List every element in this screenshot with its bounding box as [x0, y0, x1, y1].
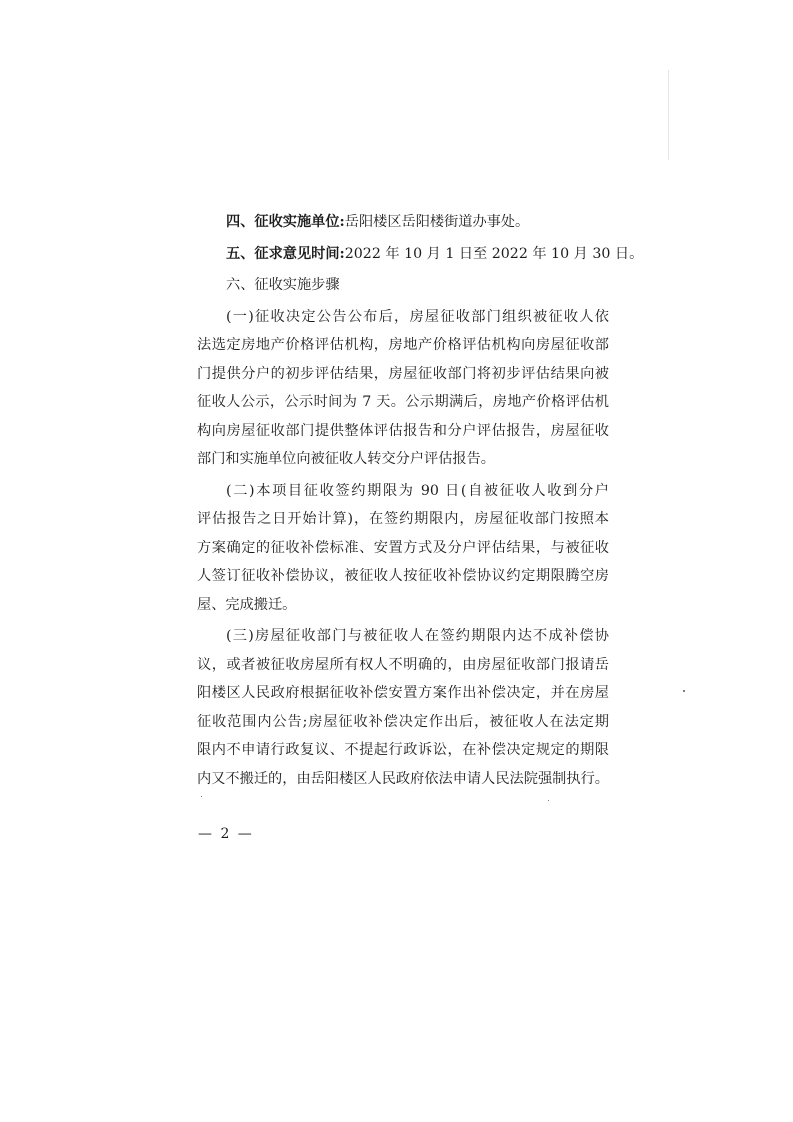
- section-label: 四、征收实施单位:: [226, 214, 345, 230]
- page-number: — 2 —: [198, 826, 254, 842]
- paragraph-line: 限内不申请行政复议、不提起行政诉讼，在补偿决定规定的期限: [197, 742, 609, 758]
- paragraph-line: 征收范围内公告;房屋征收补偿决定作出后，被征收人在法定期: [197, 713, 609, 730]
- paragraph-line: 阳楼区人民政府根据征收补偿安置方案作出补偿决定，并在房屋: [197, 685, 609, 701]
- paragraph-line: 征收人公示，公示时间为 7 天。公示期满后，房地产价格评估机: [197, 394, 609, 410]
- section-consultation-period: [197, 240, 644, 269]
- scan-speck: [548, 800, 549, 801]
- section-implementing-unit: [197, 208, 609, 237]
- scan-speck: [201, 796, 202, 797]
- paragraph-line: 方案确定的征收补偿标准、安置方式及分户评估结果，与被征收: [197, 539, 609, 556]
- section-label: 五、征求意见时间:: [226, 245, 345, 262]
- section-heading-steps: 六、征收实施步骤: [226, 277, 340, 293]
- paragraph-line: 构向房屋征收部门提供整体评估报告和分户评估报告，房屋征收: [197, 422, 609, 439]
- paragraph-step-2: [197, 477, 609, 620]
- paragraph-line: 议，或者被征收房屋所有权人不明确的，由房屋征收部门报请岳: [197, 656, 609, 673]
- paragraph-line: 法选定房地产价格评估机构，房地产价格评估机构向房屋征收部: [197, 337, 609, 353]
- scan-speck: [683, 690, 685, 692]
- section-text: 岳阳楼区岳阳楼街道办事处。: [344, 214, 530, 230]
- paragraph-line: 内又不搬迁的，由岳阳楼区人民政府依法申请人民法院强制执行。: [197, 770, 609, 787]
- paragraph-line: (三)房屋征收部门与被征收人在签约期限内达不成补偿协: [226, 628, 609, 644]
- paragraph-line: 部门和实施单位向被征收人转交分户评估报告。: [197, 451, 495, 467]
- paragraph-line: (二)本项目征收签约期限为 90 日(自被征收人收到分户: [226, 482, 609, 499]
- section-text: 2022 年 10 月 1 日至 2022 年 10 月 30 日。: [344, 245, 644, 262]
- paragraph-line: (一)征收决定公告公布后，房屋征收部门组织被征收人依: [226, 308, 609, 325]
- paragraph-step-1: [197, 303, 609, 474]
- scan-edge-mark: [668, 70, 669, 160]
- paragraph-line: 屋、完成搬迁。: [197, 596, 297, 613]
- paragraph-line: 人签订征收补偿协议，被征收人按征收补偿协议约定期限腾空房: [197, 568, 609, 584]
- paragraph-line: 门提供分户的初步评估结果，房屋征收部门将初步评估结果向被: [197, 365, 609, 382]
- document-body: [197, 208, 644, 793]
- paragraph-line: 评估报告之日开始计算)，在签约期限内，房屋征收部门按照本: [197, 511, 609, 527]
- paragraph-step-3: [197, 622, 609, 793]
